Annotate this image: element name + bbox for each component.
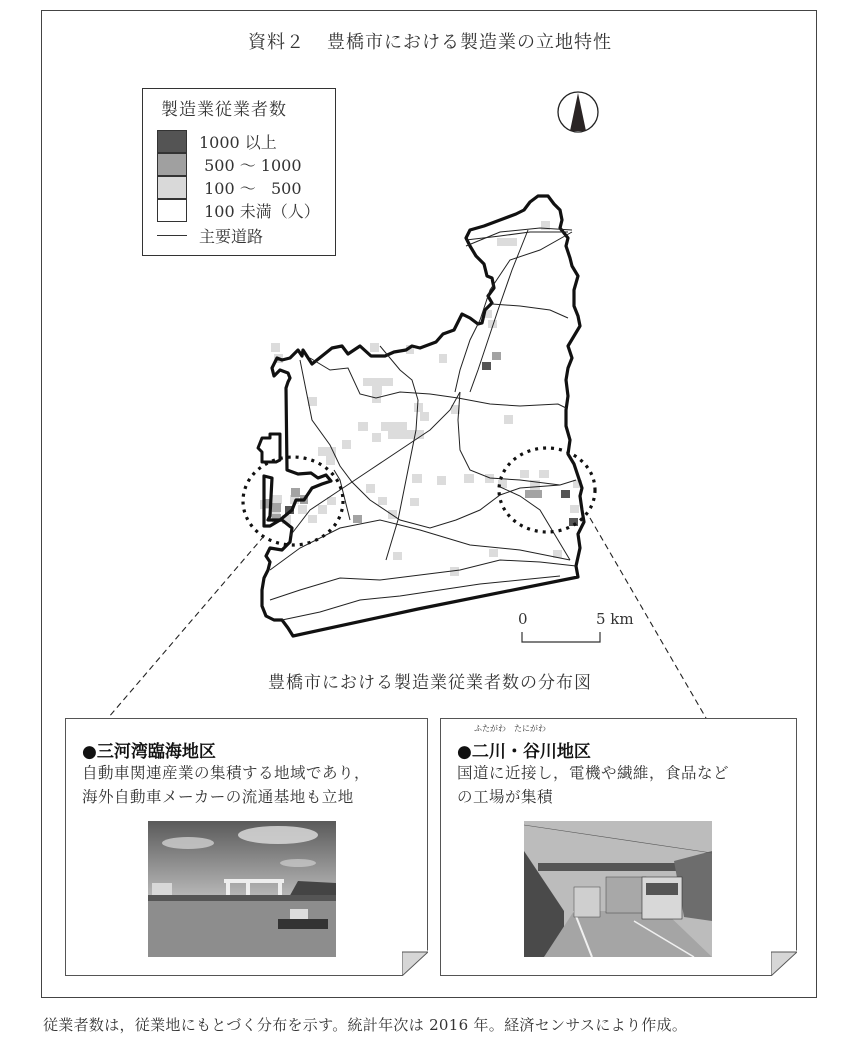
- legend-item-1000-plus: 1000 以上: [157, 129, 277, 153]
- reclaimed-land-boundary: [258, 434, 280, 462]
- figure-label: 資料２: [248, 32, 305, 53]
- scale-bar: [522, 632, 600, 642]
- legend-item-500-1000: 500 ～ 1000: [157, 152, 302, 176]
- major-roads: [270, 228, 576, 620]
- harbor-photo: [148, 821, 336, 957]
- legend-item-under-100: 100 未満（人）: [157, 198, 320, 222]
- legend-item-road: 主要道路: [157, 223, 263, 247]
- employment-cells-light: [260, 221, 582, 576]
- figure-title-text: 豊橋市における製造業の立地特性: [327, 32, 612, 53]
- scale-end-label: 5 km: [596, 610, 634, 628]
- page-curl-icon: [771, 950, 797, 976]
- ruby-futagawa: ふたがわ: [474, 724, 506, 733]
- card-description: 自動車関連産業の集積する地域であり， 海外自動車メーカーの流通基地も立地: [82, 764, 371, 806]
- card-description: 国道に近接し，電機や繊維，食品など の工場が集積: [457, 764, 730, 806]
- card-title: ●三河湾臨海地区: [82, 742, 216, 762]
- card-mikawa-bay: [65, 718, 428, 976]
- scale-start-label: 0: [518, 610, 528, 628]
- legend-item-100-500: 100 ～ 500: [157, 175, 302, 199]
- page-curl-icon: [402, 950, 428, 976]
- map-caption: 豊橋市における製造業従業者数の分布図: [268, 673, 592, 693]
- legend-title: 製造業従業者数: [161, 100, 287, 120]
- footnote: 従業者数は，従業地にもとづく分布を示す。統計年次は 2016 年。経済センサスにより作成。: [43, 1016, 688, 1034]
- card-title: ●二川・谷川地区: [457, 742, 591, 762]
- ruby-tanigawa: たにがわ: [514, 724, 546, 733]
- card-futagawa-tanigawa: [440, 718, 797, 976]
- trucks-road-photo: [524, 821, 712, 957]
